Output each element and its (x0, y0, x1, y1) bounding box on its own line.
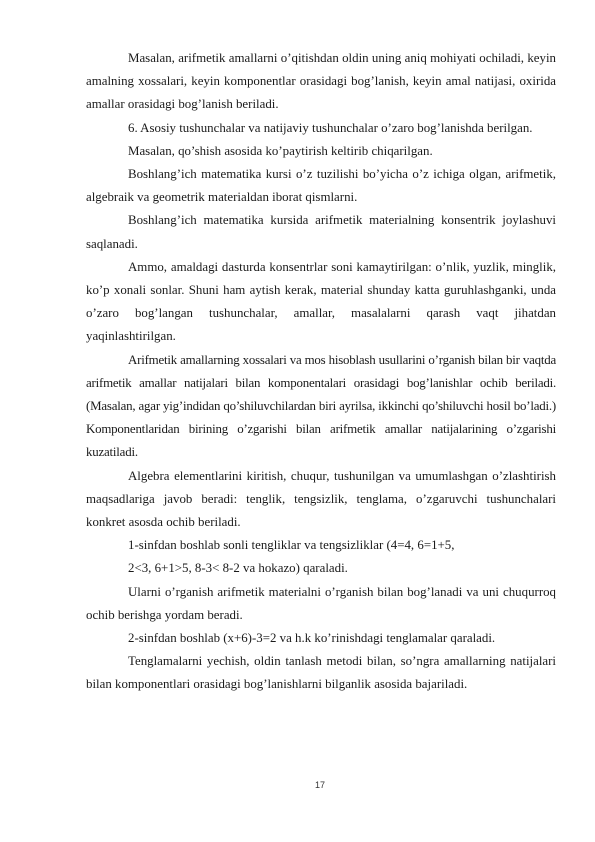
paragraph-10: 2<3, 6+1>5, 8-3< 8-2 va hokazo) qaraladi. (128, 561, 348, 576)
paragraph-9: 1-sinfdan boshlab sonli tengliklar va tengsizliklar (4=4, 6=1+5, (128, 538, 455, 553)
paragraph-13: Tenglamalarni yechish, oldin tanlash metodi bilan, so’ngra amallarning natijalari bilan komponentlari orasidagi bog’lanishlarni bilganlik asosida bajariladi. (86, 654, 556, 692)
paragraph-6: Ammo, amaldagi dasturda konsentrlar soni kamaytirilgan: o’nlik, yuzlik, minglik, ko’p xonali sonlar. Shuni ham aytish kerak, material shunday katta guruhlashganki, unda o’zaro bog’langan tushunchalar, amallar, masalalarni qarash vaqt jihatdan yaqinlashtirilgan. (86, 259, 556, 344)
paragraph-2: 6. Asosiy tushunchalar va natijaviy tushunchalar o’zaro bog’lanishda berilgan. (128, 120, 533, 135)
page-number: 17 (314, 780, 325, 790)
paragraph-1: Masalan, arifmetik amallarni o’qitishdan oldin uning aniq mohiyati ochiladi, keyin amalning xossalari, keyin komponentlar orasidagi bog’lanish, keyin amal natijasi, oxirida amallar orasidagi bog’lanish beriladi. (86, 51, 556, 112)
paragraph-8: Algebra elementlarini kiritish, chuqur, tushunilgan va umumlashgan o’zlashtirish maqsadlariga javob beradi: tenglik, tengsizlik, tenglama, o’zgaruvchi tushunchalari konkret asosda ochib beriladi. (86, 468, 556, 530)
document-body (86, 47, 556, 697)
paragraph-11: Ularni o’rganish arifmetik materialni o’rganish bilan bog’lanadi va uni chuqurroq ochib berishga yordam beradi. (86, 584, 556, 622)
paragraph-3: Masalan, qo’shish asosida ko’paytirish keltirib chiqarilgan. (128, 143, 433, 158)
paragraph-4: Boshlang’ich matematika kursi o’z tuzilishi bo’yicha o’z ichiga olgan, arifmetik, algebraik va geometrik materialdan iborat qismlarni. (86, 167, 556, 205)
paragraph-5: Boshlang’ich matematika kursida arifmetik materialning konsentrik joylashuvi saqlanadi. (86, 213, 556, 251)
paragraph-7: Arifmetik amallarning xossalari va mos hisoblash usullarini o’rganish bilan bir vaqtda arifmetik amallar natijalari bilan komponentalari orasidagi bog’lanishlar ochib beriladi. (Masalan, agar yig’indidan qo’shiluvchilardan biri ayrilsa, ikkinchi qo’shiluvchi hosil bo’ladi.) Komponentlaridan birining o’zgarishi bilan arifmetik amallar natijalarining o’zgarishi kuzatiladi. (86, 352, 556, 460)
paragraph-12: 2-sinfdan boshlab (x+6)-3=2 va h.k ko’rinishdagi tenglamalar qaraladi. (128, 631, 496, 646)
